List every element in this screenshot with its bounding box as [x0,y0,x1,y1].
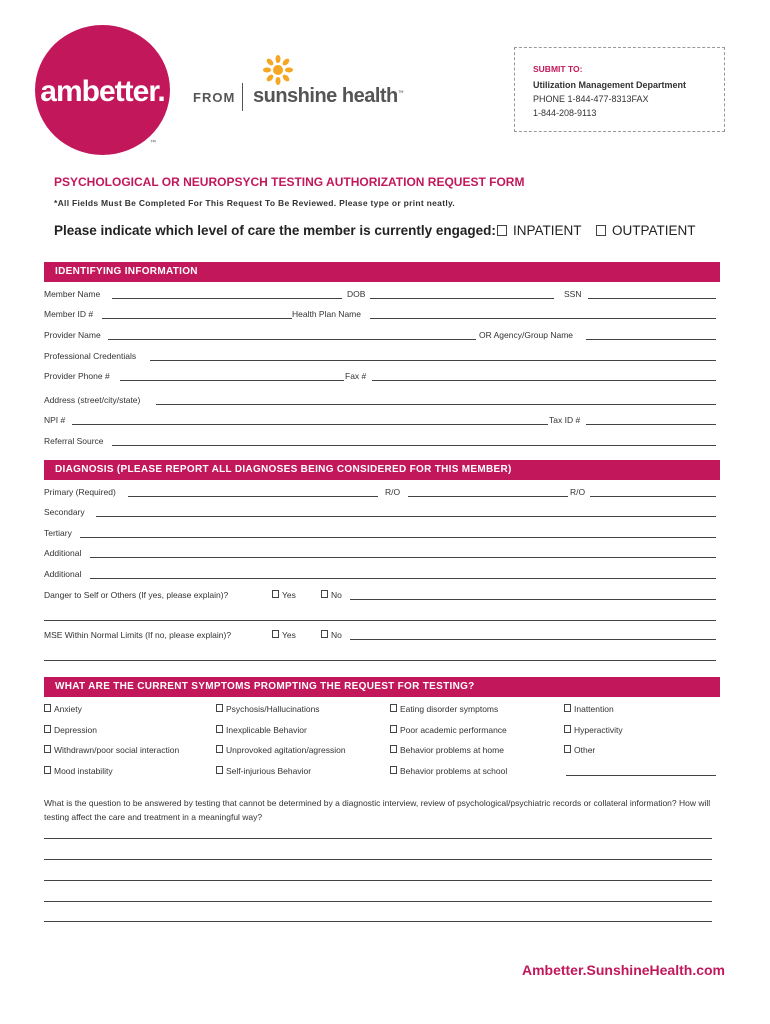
health-plan-label: Health Plan Name [292,309,361,319]
danger-label: Danger to Self or Others (If yes, please explain)? [44,590,229,600]
trademark: ™ [150,140,156,146]
ro2-label: R/O [570,487,586,497]
symptom-option[interactable] [390,766,507,776]
symptom-option[interactable] [564,704,614,714]
form-note: *All Fields Must Be Completed For This Request To Be Reviewed. Please type or print neatly. [54,198,456,208]
symptom-label: Hyperactivity [574,725,623,735]
care-level-question: Please indicate which level of care the member is currently engaged: [54,223,496,238]
logo-divider [242,83,243,111]
symptom-checkbox[interactable] [390,725,397,733]
symptom-checkbox[interactable] [216,766,223,774]
logo-text: ambetter. [40,75,165,108]
answer-line-3[interactable] [44,880,712,881]
member-id-field[interactable] [102,318,292,319]
ssn-label: SSN [564,289,582,299]
symptom-checkbox[interactable] [44,766,51,774]
ro1-field[interactable] [408,496,568,497]
other-symptom-field[interactable] [566,775,716,776]
danger-yes-checkbox[interactable] [272,590,279,598]
outpatient-label: OUTPATIENT [612,223,696,238]
symptom-option[interactable] [390,725,507,735]
tertiary-field[interactable] [80,537,716,538]
submit-dept: Utilization Management Department [533,80,687,90]
symptom-checkbox[interactable] [390,745,397,753]
additional1-field[interactable] [90,557,716,558]
danger-no-checkbox[interactable] [321,590,328,598]
symptoms-header: WHAT ARE THE CURRENT SYMPTOMS PROMPTING THE REQUEST FOR TESTING? [44,677,720,697]
diagnosis-header: DIAGNOSIS (PLEASE REPORT ALL DIAGNOSES BEING CONSIDERED FOR THIS MEMBER) [44,460,720,480]
testing-question: What is the question to be answered by testing that cannot be determined by a diagnostic interview, review of psychological/psychiatric records or collateral information? How will testing affect the care and treatment in a meaningful way? [44,798,711,822]
symptom-checkbox[interactable] [216,704,223,712]
symptom-label: Self-injurious Behavior [226,766,312,776]
member-name-label: Member Name [44,289,101,299]
answer-line-4[interactable] [44,901,712,902]
mse-yes-label: Yes [282,630,296,640]
symptom-option[interactable] [216,704,320,714]
symptom-checkbox[interactable] [44,725,51,733]
member-name-field[interactable] [112,298,342,299]
credentials-field[interactable] [150,360,716,361]
symptom-option[interactable] [564,725,623,735]
symptom-label: Psychosis/Hallucinations [226,704,320,714]
symptom-label: Unprovoked agitation/agression [226,745,346,755]
symptom-option[interactable] [216,745,346,755]
fax-label: Fax # [345,371,367,381]
primary-label: Primary (Required) [44,487,116,497]
submit-phone: PHONE 1-844-477-8313FAX [533,94,649,104]
symptom-label: Behavior problems at home [400,745,504,755]
additional1-label: Additional [44,548,82,558]
symptom-option[interactable] [564,745,595,755]
danger-no-label: No [331,590,342,600]
tertiary-label: Tertiary [44,528,72,538]
tax-id-label: Tax ID # [549,415,581,425]
symptom-label: Depression [54,725,97,735]
referral-label: Referral Source [44,436,104,446]
from-label: FROM [193,90,236,105]
member-id-label: Member ID # [44,309,94,319]
symptom-checkbox[interactable] [390,704,397,712]
provider-phone-field[interactable] [120,380,344,381]
symptom-checkbox[interactable] [564,704,571,712]
outpatient-option[interactable] [596,223,696,238]
submit-title: SUBMIT TO: [533,64,583,74]
agency-field[interactable] [586,339,716,340]
symptom-option[interactable] [44,745,179,755]
mse-no-option[interactable] [321,630,342,640]
symptom-label: Anxiety [54,704,82,714]
mse-explain-field[interactable] [350,639,716,640]
address-field[interactable] [156,404,716,405]
symptom-checkbox[interactable] [216,745,223,753]
additional2-field[interactable] [90,578,716,579]
health-plan-field[interactable] [370,318,716,319]
tax-id-field[interactable] [586,424,716,425]
referral-field[interactable] [112,445,716,446]
symptom-label: Mood instability [54,766,113,776]
outpatient-checkbox[interactable] [596,225,606,236]
mse-no-label: No [331,630,342,640]
danger-yes-option[interactable] [272,590,296,600]
form-title: PSYCHOLOGICAL OR NEUROPSYCH TESTING AUTHORIZATION REQUEST FORM [54,175,525,189]
credentials-label: Professional Credentials [44,351,137,361]
symptom-option[interactable] [390,704,498,714]
partner-name: sunshine health [253,85,398,107]
sunshine-health-logo [253,85,403,108]
npi-label: NPI # [44,415,66,425]
symptom-option[interactable] [390,745,504,755]
answer-line-1[interactable] [44,838,712,839]
npi-field[interactable] [72,424,548,425]
mse-no-checkbox[interactable] [321,630,328,638]
secondary-field[interactable] [96,516,716,517]
ro2-field[interactable] [590,496,716,497]
dob-label: DOB [347,289,366,299]
symptom-option[interactable] [216,725,307,735]
symptom-checkbox[interactable] [564,725,571,733]
mse-yes-checkbox[interactable] [272,630,279,638]
danger-explain-field-2[interactable] [44,620,716,621]
submit-to-box [514,47,725,132]
inpatient-checkbox[interactable] [497,225,507,236]
provider-name-label: Provider Name [44,330,101,340]
danger-no-option[interactable] [321,590,342,600]
agency-label: OR Agency/Group Name [479,330,574,340]
mse-label: MSE Within Normal Limits (If no, please explain)? [44,630,232,640]
symptom-label: Poor academic performance [400,725,507,735]
mse-yes-option[interactable] [272,630,296,640]
provider-name-field[interactable] [108,339,476,340]
mse-explain-field-2[interactable] [44,660,716,661]
symptom-checkbox[interactable] [564,745,571,753]
symptom-label: Withdrawn/poor social interaction [54,745,180,755]
inpatient-option[interactable] [497,223,582,238]
inpatient-label: INPATIENT [513,223,582,238]
ambetter-logo [35,25,170,155]
symptom-option[interactable] [44,704,82,714]
symptom-checkbox[interactable] [390,766,397,774]
provider-phone-label: Provider Phone # [44,371,110,381]
danger-explain-field[interactable] [350,599,716,600]
danger-yes-label: Yes [282,590,296,600]
symptom-label: Other [574,745,596,755]
symptom-option[interactable] [44,725,97,735]
additional2-label: Additional [44,569,82,579]
sun-icon [263,55,293,85]
fax-field[interactable] [372,380,716,381]
identifying-header: IDENTIFYING INFORMATION [44,262,720,282]
symptom-option[interactable] [44,766,113,776]
submit-fax: 1-844-208-9113 [533,108,597,118]
ssn-field[interactable] [588,298,716,299]
partner-tm: ™ [397,90,404,97]
symptom-checkbox[interactable] [44,745,51,753]
answer-line-5[interactable] [44,921,712,922]
footer-url[interactable]: Ambetter.SunshineHealth.com [521,962,725,978]
answer-line-2[interactable] [44,859,712,860]
secondary-label: Secondary [44,507,85,517]
address-label: Address (street/city/state) [44,395,141,405]
symptom-label: Eating disorder symptoms [400,704,499,714]
symptom-checkbox[interactable] [216,725,223,733]
symptom-checkbox[interactable] [44,704,51,712]
symptom-label: Inexplicable Behavior [226,725,307,735]
ro1-label: R/O [385,487,401,497]
symptom-label: Inattention [574,704,614,714]
symptom-label: Behavior problems at school [400,766,508,776]
primary-field[interactable] [128,496,378,497]
dob-field[interactable] [370,298,554,299]
symptom-option[interactable] [216,766,311,776]
